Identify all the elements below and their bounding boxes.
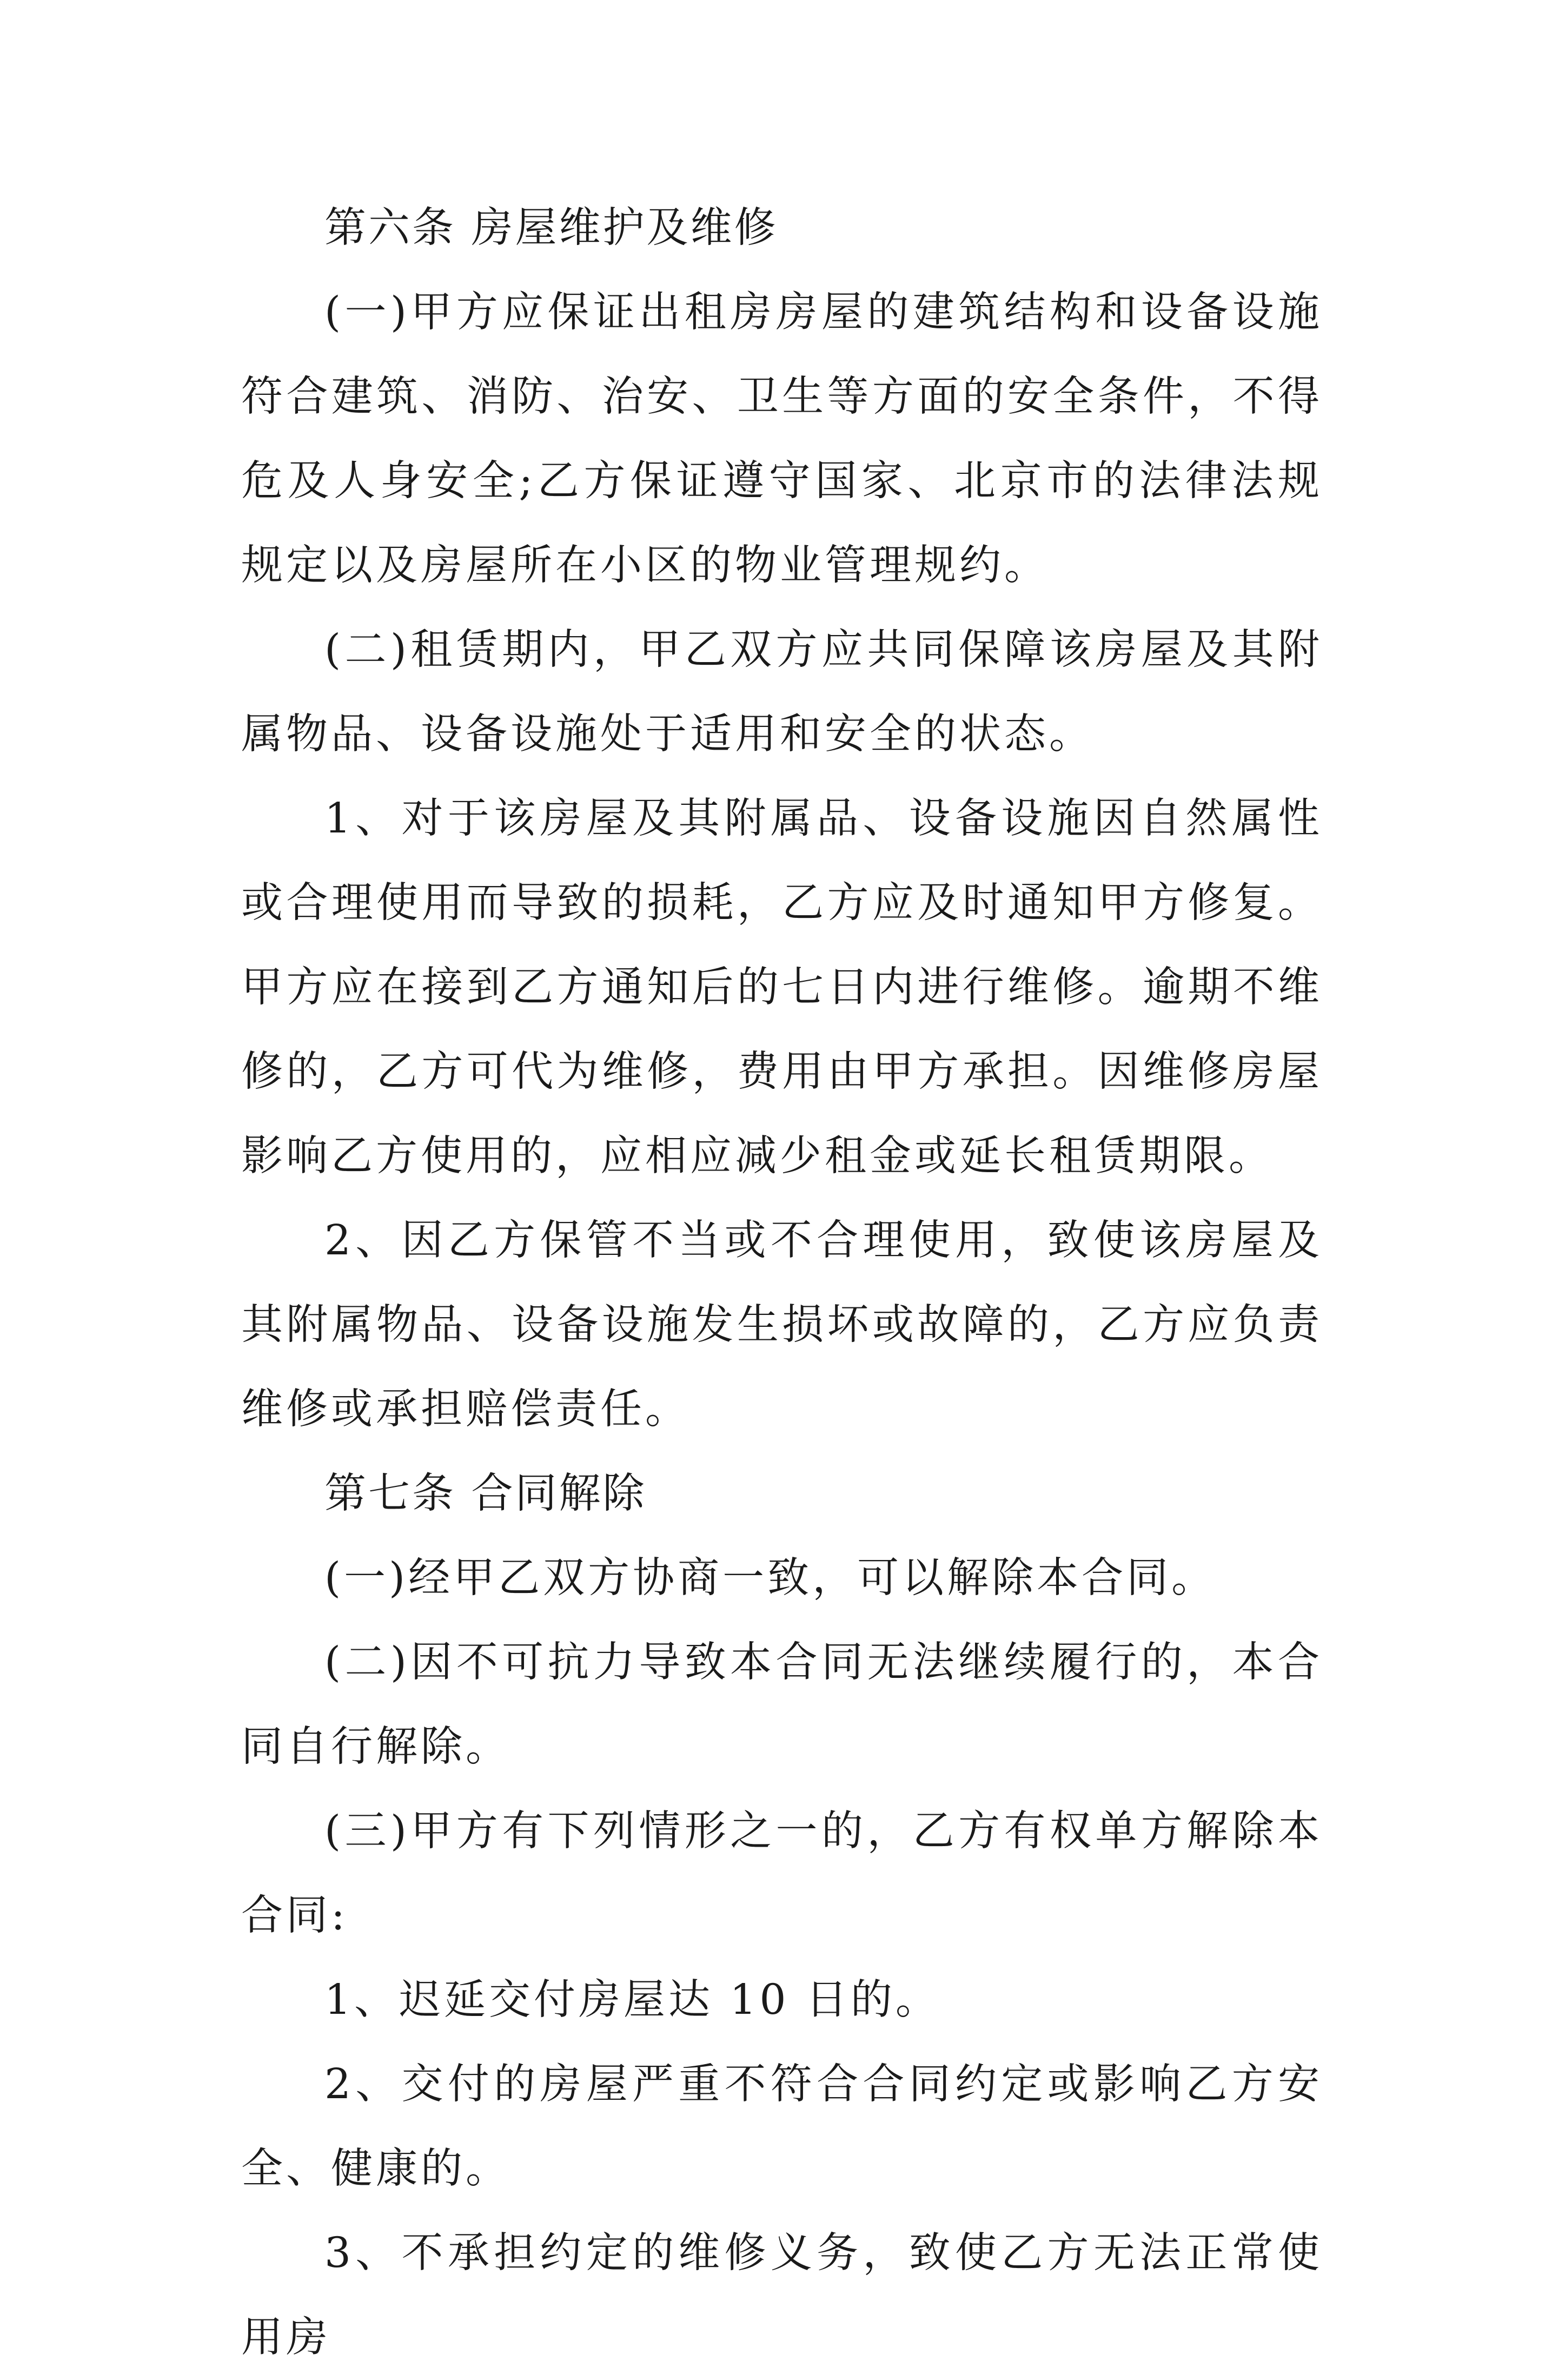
clause-7-2: (二)因不可抗力导致本合同无法继续履行的，本合同自行解除。: [241, 1638, 1323, 1771]
clause-7-3: (三)甲方有下列情形之一的，乙方有权单方解除本合同:: [241, 1807, 1323, 1940]
clause-6-2-item-2: 2、因乙方保管不当或不合理使用，致使该房屋及其附属物品、设备设施发生损坏或故障的，乙方应负责维修或承担赔偿责任。: [241, 1217, 1323, 1433]
clause-6-2-item-1: 1、对于该房屋及其附属品、设备设施因自然属性或合理使用而导致的损耗，乙方应及时通知甲方修复。甲方应在接到乙方通知后的七日内进行维修。逾期不维修的，乙方可代为维修，费用由甲方承担。因维修房屋影响乙方使用的，应相应减少租金或延长租赁期限。: [241, 795, 1323, 1180]
clause-7-3-item-1: 1、迟延交付房屋达 10 日的。: [324, 1976, 940, 2024]
clause-7-3-item-2: 2、交付的房屋严重不符合合同约定或影响乙方安全、健康的。: [241, 2060, 1323, 2193]
clause-6-2: (二)租赁期内，甲乙双方应共同保障该房屋及其附属物品、设备设施处于适用和安全的状态。: [241, 626, 1323, 758]
section-heading-6: 第六条 房屋维护及维修: [324, 204, 778, 252]
clause-7-3-item-3: 3、不承担约定的维修义务，致使乙方无法正常使用房: [241, 2229, 1323, 2362]
section-heading-7: 第七条 合同解除: [324, 1470, 647, 1518]
clause-6-1: (一)甲方应保证出租房房屋的建筑结构和设备设施符合建筑、消防、治安、卫生等方面的安全条件，不得危及人身安全;乙方保证遵守国家、北京市的法律法规规定以及房屋所在小区的物业管理规约。: [241, 288, 1323, 590]
clause-7-1: (一)经甲乙双方协商一致，可以解除本合同。: [324, 1554, 1217, 1602]
document-body: [241, 186, 1323, 2380]
